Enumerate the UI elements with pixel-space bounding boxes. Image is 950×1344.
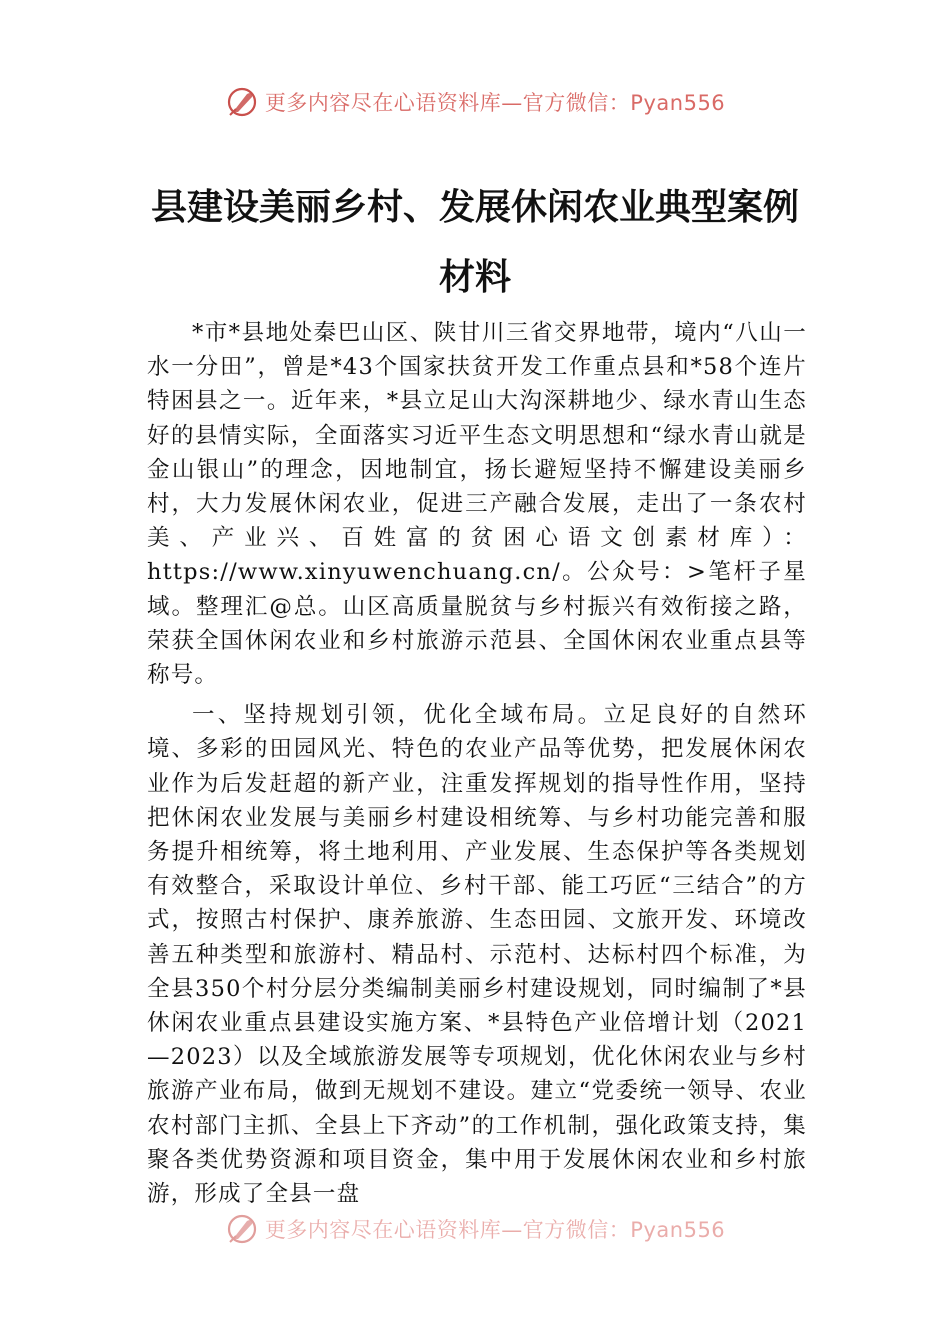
banner-text: 更多内容尽在心语资料库—官方微信：Pyan556 [264,91,726,115]
quill-pen-icon [225,1212,259,1246]
quill-pen-icon [225,85,259,119]
page-title-line-2: 材料 [438,257,511,298]
header-banner [0,82,950,122]
paragraph-section-1: 一、坚持规划引领，优化全域布局。立足良好的自然环境、多彩的田园风光、特色的农业产品等优势，把发展休闲农业作为后发赶超的新产业，注重发挥规划的指导性作用，坚持把休闲农业发展与美丽乡村建设相统筹、与乡村功能完善和服务提升相统筹，将土地利用、产业发展、生态保护等各类规划有效整合，采取设计单位、乡村干部、能工巧匠“三结合”的方式，按照古村保护、康养旅游、生态田园、文旅开发、环境改善五种类型和旅游村、精品村、示范村、达标村四个标准，为全县350个村分层分类编制美丽乡村建设规划，同时编制了*县休闲农业重点县建设实施方案、*县特色产业倍增计划（2021—2023）以及全域旅游发展等专项规划，优化休闲农业与乡村旅游产业布局，做到无规划不建设。建立“党委统一领导、农业农村部门主抓、全县上下齐动”的工作机制，强化政策支持，集聚各类优势资源和项目资金，集中用于发展休闲农业和乡村旅游，形成了全县一盘 [147,702,807,1208]
paragraph-intro: *市*县地处秦巴山区、陕甘川三省交界地带，境内“八山一水一分田”，曾是*43个国家扶贫开发工作重点县和*58个连片特困县之一。近年来，*县立足山大沟深耕地少、绿水青山生态好的县情实际，全面落实习近平生态文明思想和“绿水青山就是金山银山”的理念，因地制宜，扬长避短坚持不懈建设美丽乡村，大力发展休闲农业，促进三产融合发展，走出了一条农村美、产业兴、百姓富的贫困心语文创素材库）：https://www.xinyuwenchuang.cn/。公众号：>笔杆子星域。整理汇@总。山区高质量脱贫与乡村振兴有效衔接之路，荣获全国休闲农业和乡村旅游示范县、全国休闲农业重点县等称号。 [147,320,807,689]
document-body [147,316,807,1213]
page-title-line-1: 县建设美丽乡村、发展休闲农业典型案例 [150,187,799,228]
footer-banner-text: 更多内容尽在心语资料库—官方微信：Pyan556 [264,1218,726,1242]
footer-banner [0,1211,950,1247]
